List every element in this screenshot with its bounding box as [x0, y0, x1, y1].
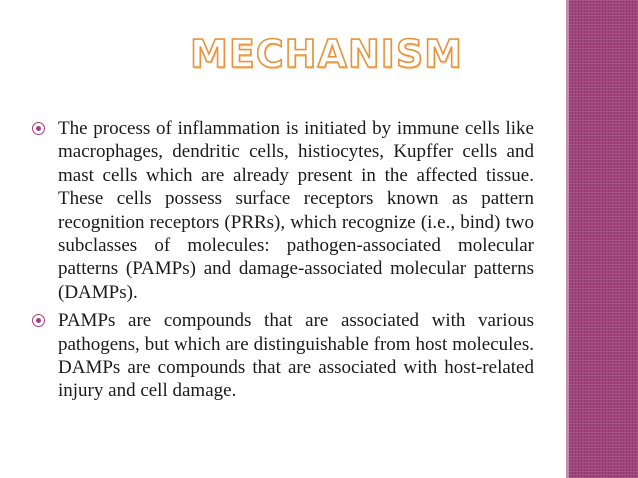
- bullet-text: PAMPs are compounds that are associated with various pathogens, but which are distinguishable from host molecules. DAMPs are compounds that are associated with host-related injury and cell damage.: [58, 310, 534, 402]
- decorative-side-band: [566, 0, 638, 478]
- bullet-item: [30, 117, 534, 304]
- bullet-item: [30, 309, 534, 403]
- bullet-list: [30, 117, 534, 408]
- slide-title: MECHANISM: [190, 32, 463, 76]
- circled-dot-icon: [32, 314, 45, 327]
- side-band-edge: [566, 0, 569, 478]
- circled-dot-icon: [32, 122, 45, 135]
- bullet-text: The process of inflammation is initiated by immune cells like macrophages, dendritic cells, histiocytes, Kupffer cells and mast cells which are already present in the affected tissue. These cells possess surface receptors known as pattern recognition receptors (PRRs), which recognize (i.e., bind) two subclasses of molecules: pathogen-associated molecular patterns (PAMPs) and damage-associated molecular patterns (DAMPs).: [58, 118, 534, 303]
